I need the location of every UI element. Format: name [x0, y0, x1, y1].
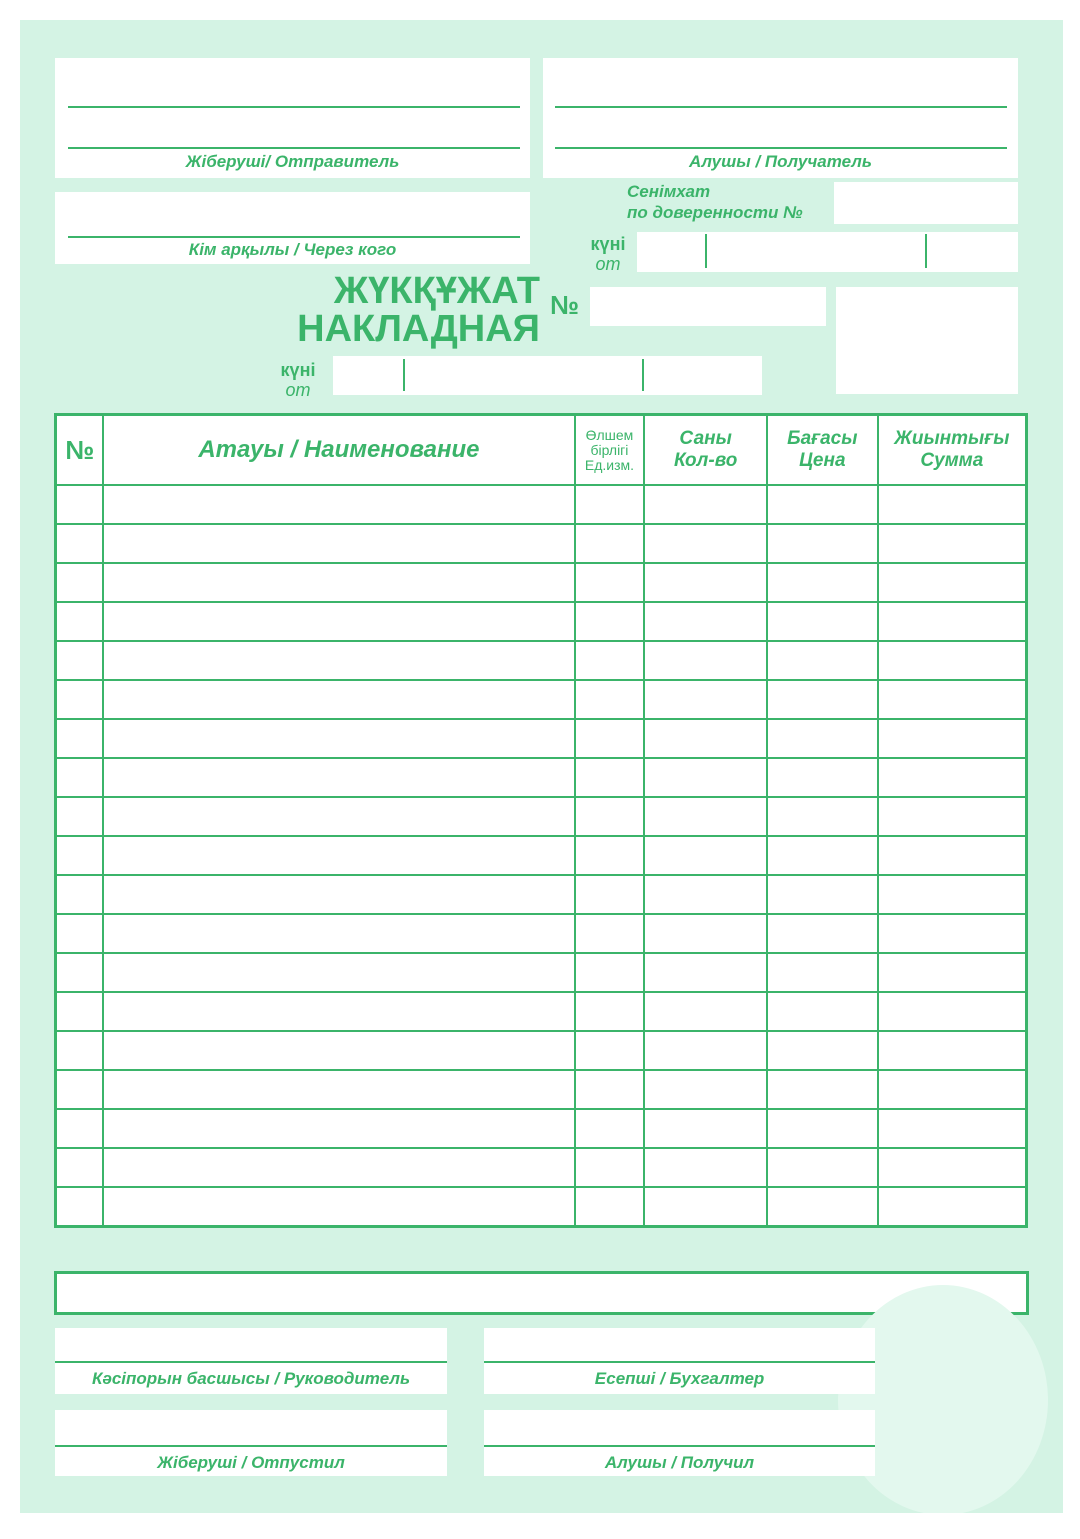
- cell-unit[interactable]: [575, 1187, 645, 1227]
- cell-quantity[interactable]: [644, 953, 767, 992]
- cell-price[interactable]: [767, 875, 878, 914]
- poa-label-line-1: Сенімхат: [627, 182, 711, 201]
- cell-sum[interactable]: [878, 602, 1027, 641]
- cell-price[interactable]: [767, 1031, 878, 1070]
- cell-name[interactable]: [103, 524, 574, 563]
- cell-sum[interactable]: [878, 719, 1027, 758]
- col-header-price: [767, 415, 878, 486]
- document-date-sep-1: [403, 359, 405, 391]
- cell-quantity[interactable]: [644, 914, 767, 953]
- cell-name[interactable]: [103, 602, 574, 641]
- table-header-row: [56, 415, 1027, 486]
- cell-sum[interactable]: [878, 758, 1027, 797]
- col-header-unit-line-2: бірлігі: [590, 441, 629, 458]
- cell-quantity[interactable]: [644, 563, 767, 602]
- cell-quantity[interactable]: [644, 641, 767, 680]
- table-row: [56, 641, 1027, 680]
- poa-date-label-ru: от: [595, 254, 621, 274]
- cell-unit[interactable]: [575, 524, 645, 563]
- cell-number[interactable]: [56, 485, 104, 524]
- table-row: [56, 1031, 1027, 1070]
- cell-sum[interactable]: [878, 485, 1027, 524]
- table-row: [56, 602, 1027, 641]
- sender-line-1: [68, 106, 520, 108]
- cell-unit[interactable]: [575, 836, 645, 875]
- received-signature-line: [484, 1445, 875, 1447]
- document-date-label: [270, 360, 326, 400]
- cell-price[interactable]: [767, 1187, 878, 1227]
- cell-sum[interactable]: [878, 524, 1027, 563]
- cell-number[interactable]: [56, 758, 104, 797]
- cell-sum[interactable]: [878, 1031, 1027, 1070]
- poa-date-field[interactable]: [637, 232, 1018, 272]
- cell-name[interactable]: [103, 1031, 574, 1070]
- cell-quantity[interactable]: [644, 836, 767, 875]
- col-header-unit: [575, 415, 645, 486]
- cell-price[interactable]: [767, 602, 878, 641]
- cell-quantity[interactable]: [644, 524, 767, 563]
- poa-date-sep-1: [705, 234, 707, 268]
- cell-unit[interactable]: [575, 1031, 645, 1070]
- cell-price[interactable]: [767, 485, 878, 524]
- cell-unit[interactable]: [575, 797, 645, 836]
- cell-name[interactable]: [103, 1148, 574, 1187]
- cell-sum[interactable]: [878, 836, 1027, 875]
- col-header-quantity-line-1: Саны: [679, 428, 732, 449]
- received-signature-label: Алушы / Получил: [604, 1453, 755, 1472]
- col-header-price-line-1: Бағасы: [787, 428, 858, 449]
- table-body: [56, 485, 1027, 1227]
- cell-quantity[interactable]: [644, 875, 767, 914]
- cell-price[interactable]: [767, 524, 878, 563]
- cell-name[interactable]: [103, 485, 574, 524]
- head-signature-line: [55, 1361, 447, 1363]
- cell-name[interactable]: [103, 992, 574, 1031]
- table-row: [56, 992, 1027, 1031]
- document-date-label-ru: от: [285, 380, 311, 400]
- cell-name[interactable]: [103, 1109, 574, 1148]
- cell-number[interactable]: [56, 1109, 104, 1148]
- sender-label: Жіберуші/ Отправитель: [185, 152, 400, 171]
- waybill-form: [20, 20, 1063, 1513]
- accountant-signature-label: Есепші / Бухгалтер: [594, 1369, 765, 1388]
- receiver-line-2: [555, 147, 1007, 149]
- cell-unit[interactable]: [575, 680, 645, 719]
- col-header-quantity: [644, 415, 767, 486]
- head-signature-label: Кәсіпорын басшысы / Руководитель: [91, 1369, 411, 1388]
- cell-number[interactable]: [56, 875, 104, 914]
- accountant-signature-line: [484, 1361, 875, 1363]
- cell-sum[interactable]: [878, 641, 1027, 680]
- cell-quantity[interactable]: [644, 1109, 767, 1148]
- cell-unit[interactable]: [575, 992, 645, 1031]
- document-number-sign: №: [550, 290, 579, 320]
- document-date-field[interactable]: [333, 356, 762, 395]
- cell-name[interactable]: [103, 797, 574, 836]
- cell-unit[interactable]: [575, 485, 645, 524]
- cell-price[interactable]: [767, 836, 878, 875]
- cell-sum[interactable]: [878, 953, 1027, 992]
- cell-price[interactable]: [767, 719, 878, 758]
- cell-unit[interactable]: [575, 914, 645, 953]
- table-row: [56, 524, 1027, 563]
- cell-number[interactable]: [56, 602, 104, 641]
- col-header-number: №: [56, 415, 104, 486]
- table-row: [56, 680, 1027, 719]
- cell-sum[interactable]: [878, 914, 1027, 953]
- cell-number[interactable]: [56, 797, 104, 836]
- cell-number[interactable]: [56, 563, 104, 602]
- col-header-name: Атауы / Наименование: [103, 415, 574, 486]
- cell-unit[interactable]: [575, 719, 645, 758]
- poa-date-label: [580, 234, 636, 274]
- cell-number[interactable]: [56, 1070, 104, 1109]
- cell-price[interactable]: [767, 758, 878, 797]
- receiver-label: Алушы / Получатель: [689, 152, 872, 171]
- document-title: [220, 272, 540, 348]
- poa-date-label-kz: күні: [590, 234, 626, 254]
- cell-quantity[interactable]: [644, 758, 767, 797]
- table-row: [56, 485, 1027, 524]
- cell-number[interactable]: [56, 836, 104, 875]
- cell-quantity[interactable]: [644, 485, 767, 524]
- document-title-ru: НАКЛАДНАЯ: [297, 308, 540, 350]
- via-line: [68, 236, 520, 238]
- table-row: [56, 953, 1027, 992]
- table-row: [56, 1109, 1027, 1148]
- cell-name[interactable]: [103, 641, 574, 680]
- cell-quantity[interactable]: [644, 719, 767, 758]
- poa-date-sep-2: [925, 234, 927, 268]
- cell-price[interactable]: [767, 797, 878, 836]
- cell-number[interactable]: [56, 641, 104, 680]
- cell-number[interactable]: [56, 1148, 104, 1187]
- receiver-line-1: [555, 106, 1007, 108]
- col-header-price-line-2: Цена: [799, 450, 846, 471]
- table-row: [56, 914, 1027, 953]
- cell-name[interactable]: [103, 914, 574, 953]
- col-header-unit-line-1: Өлшем: [585, 426, 634, 443]
- document-title-kz: ЖҮКҚҰЖАТ: [333, 270, 540, 312]
- cell-price[interactable]: [767, 914, 878, 953]
- cell-unit[interactable]: [575, 1148, 645, 1187]
- col-header-sum: [878, 415, 1027, 486]
- col-header-quantity-line-2: Кол-во: [673, 450, 738, 471]
- document-number-field[interactable]: [590, 287, 826, 326]
- cell-price[interactable]: [767, 992, 878, 1031]
- col-header-unit-line-3: Ед.изм.: [584, 456, 635, 473]
- sender-line-2: [68, 147, 520, 149]
- cell-number[interactable]: [56, 1031, 104, 1070]
- cell-sum[interactable]: [878, 797, 1027, 836]
- cell-unit[interactable]: [575, 1070, 645, 1109]
- table-row: [56, 836, 1027, 875]
- cell-name[interactable]: [103, 680, 574, 719]
- cell-price[interactable]: [767, 680, 878, 719]
- table-row: [56, 875, 1027, 914]
- decorative-circle: [838, 1285, 1048, 1513]
- cell-price[interactable]: [767, 953, 878, 992]
- cell-name[interactable]: [103, 836, 574, 875]
- cell-quantity[interactable]: [644, 797, 767, 836]
- poa-label-line-2: по доверенности №: [627, 203, 803, 222]
- cell-name[interactable]: [103, 953, 574, 992]
- cell-sum[interactable]: [878, 680, 1027, 719]
- cell-number[interactable]: [56, 992, 104, 1031]
- cell-price[interactable]: [767, 1070, 878, 1109]
- table-row: [56, 758, 1027, 797]
- table-row: [56, 1148, 1027, 1187]
- released-signature-line: [55, 1445, 447, 1447]
- poa-number-field[interactable]: [834, 182, 1018, 224]
- cell-price[interactable]: [767, 641, 878, 680]
- cell-price[interactable]: [767, 1109, 878, 1148]
- cell-name[interactable]: [103, 1187, 574, 1227]
- cell-sum[interactable]: [878, 992, 1027, 1031]
- document-date-label-kz: күні: [280, 360, 316, 380]
- col-header-sum-line-1: Жиынтығы: [894, 428, 1010, 449]
- table-row: [56, 1070, 1027, 1109]
- cell-unit[interactable]: [575, 953, 645, 992]
- cell-name[interactable]: [103, 1070, 574, 1109]
- table-row: [56, 563, 1027, 602]
- cell-quantity[interactable]: [644, 1187, 767, 1227]
- cell-price[interactable]: [767, 563, 878, 602]
- cell-quantity[interactable]: [644, 1031, 767, 1070]
- cell-quantity[interactable]: [644, 1070, 767, 1109]
- cell-unit[interactable]: [575, 563, 645, 602]
- cell-quantity[interactable]: [644, 602, 767, 641]
- cell-unit[interactable]: [575, 875, 645, 914]
- cell-name[interactable]: [103, 563, 574, 602]
- stamp-area[interactable]: [836, 287, 1018, 394]
- cell-unit[interactable]: [575, 758, 645, 797]
- cell-sum[interactable]: [878, 1070, 1027, 1109]
- cell-number[interactable]: [56, 914, 104, 953]
- items-table: [54, 413, 1028, 1228]
- cell-name[interactable]: [103, 875, 574, 914]
- released-signature-label: Жіберуші / Отпустил: [157, 1453, 345, 1472]
- cell-quantity[interactable]: [644, 680, 767, 719]
- cell-sum[interactable]: [878, 1187, 1027, 1227]
- cell-sum[interactable]: [878, 1109, 1027, 1148]
- cell-sum[interactable]: [878, 563, 1027, 602]
- col-header-sum-line-2: Сумма: [920, 450, 984, 471]
- cell-quantity[interactable]: [644, 992, 767, 1031]
- cell-number[interactable]: [56, 1187, 104, 1227]
- cell-number[interactable]: [56, 719, 104, 758]
- cell-sum[interactable]: [878, 875, 1027, 914]
- document-date-sep-2: [642, 359, 644, 391]
- cell-unit[interactable]: [575, 641, 645, 680]
- cell-unit[interactable]: [575, 602, 645, 641]
- cell-price[interactable]: [767, 1148, 878, 1187]
- cell-number[interactable]: [56, 953, 104, 992]
- cell-number[interactable]: [56, 680, 104, 719]
- cell-sum[interactable]: [878, 1148, 1027, 1187]
- table-row: [56, 719, 1027, 758]
- cell-unit[interactable]: [575, 1109, 645, 1148]
- table-row: [56, 797, 1027, 836]
- via-label: Кім арқылы / Через кого: [188, 240, 397, 259]
- table-row: [56, 1187, 1027, 1227]
- cell-number[interactable]: [56, 524, 104, 563]
- cell-quantity[interactable]: [644, 1148, 767, 1187]
- cell-name[interactable]: [103, 719, 574, 758]
- cell-name[interactable]: [103, 758, 574, 797]
